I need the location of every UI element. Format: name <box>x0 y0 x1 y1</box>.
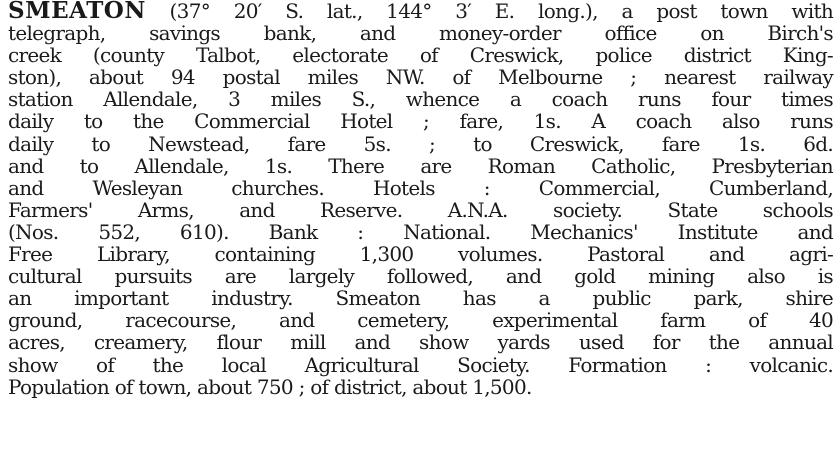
entry-headword: SMEATON <box>8 0 146 24</box>
entry-line-12: Free Library, containing 1,300 volumes. Pastoral and agri- <box>8 242 833 267</box>
entry-line-5: station Allendale, 3 miles S., whence a coach runs four times <box>8 87 833 112</box>
entry-line-18: Population of town, about 750 ; of district, about 1,500. <box>8 374 532 399</box>
entry-line-10: Farmers' Arms, and Reserve. A.N.A. society. State schools <box>8 197 833 222</box>
entry-line-14: an important industry. Smeaton has a public park, shire <box>8 286 833 311</box>
entry-line-1-text: (37° 20′ S. lat., 144° 3′ E. long.), a post town with <box>145 0 833 23</box>
entry-line-3: creek (county Talbot, electorate of Creswick, police district King- <box>8 43 833 68</box>
entry-line-16: acres, creamery, flour mill and show yards used for the annual <box>8 330 833 355</box>
entry-line-6: daily to the Commercial Hotel ; fare, 1s. A coach also runs <box>8 109 833 134</box>
entry-line-13: cultural pursuits are largely followed, and gold mining also is <box>8 264 833 289</box>
entry-line-7: daily to Newstead, fare 5s. ; to Creswick, fare 1s. 6d. <box>8 131 833 156</box>
entry-line-17: show of the local Agricultural Society. Formation : volcanic. <box>8 352 833 377</box>
entry-line-9: and Wesleyan churches. Hotels : Commercial, Cumberland, <box>8 175 833 200</box>
entry-line-8: and to Allendale, 1s. There are Roman Catholic, Presbyterian <box>8 153 833 178</box>
entry-line-11: (Nos. 552, 610). Bank : National. Mechanics' Institute and <box>8 219 833 244</box>
entry-line-4: ston), about 94 postal miles NW. of Melbourne ; nearest railway <box>8 65 833 90</box>
entry-line-1 <box>8 0 833 22</box>
entry-line-15: ground, racecourse, and cemetery, experimental farm of 40 <box>8 308 833 333</box>
entry-line-2: telegraph, savings bank, and money-order office on Birch's <box>8 21 833 46</box>
gazetteer-entry <box>8 0 833 398</box>
